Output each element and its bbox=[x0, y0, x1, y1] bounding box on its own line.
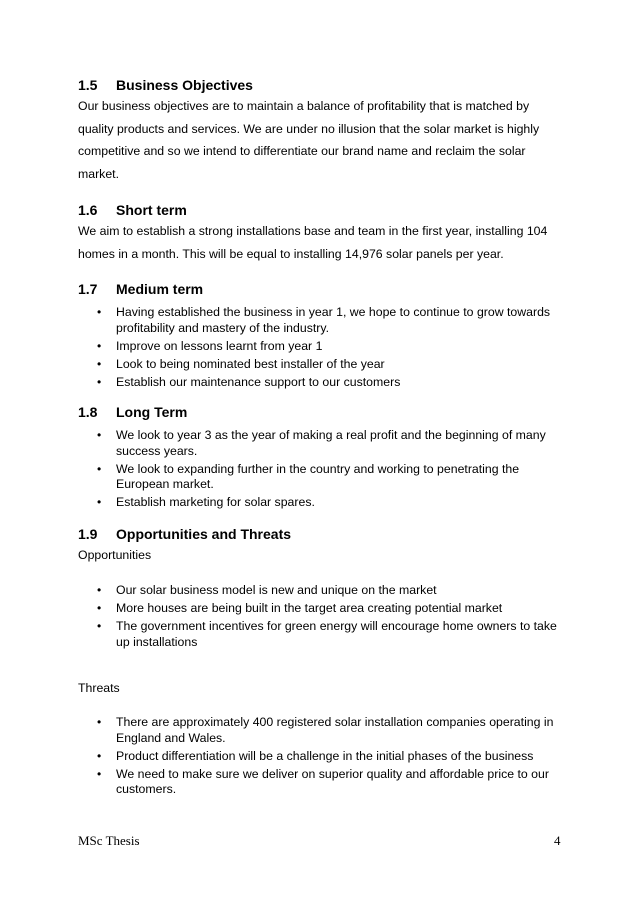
list-item bbox=[78, 767, 558, 798]
section-title: Long Term bbox=[116, 404, 188, 420]
list-item bbox=[78, 715, 558, 746]
list-item bbox=[78, 619, 558, 650]
bullet-icon: • bbox=[97, 461, 102, 476]
bullet-icon: • bbox=[97, 374, 102, 389]
list-item bbox=[78, 601, 558, 617]
bullet-icon: • bbox=[97, 338, 102, 353]
section-heading-opportunities-threats bbox=[78, 526, 291, 542]
list-item-text: Look to being nominated best installer of the year bbox=[116, 356, 385, 371]
page-number: 4 bbox=[554, 833, 561, 848]
section-heading-long-term bbox=[78, 404, 187, 420]
bullet-icon: • bbox=[97, 748, 102, 763]
list-item bbox=[78, 375, 558, 391]
section-number: 1.8 bbox=[78, 404, 98, 420]
bullet-icon: • bbox=[97, 583, 102, 597]
list-item-text: We look to year 3 as the year of making a real profit and the beginning of many success years. bbox=[116, 428, 546, 458]
long-term-list bbox=[78, 428, 558, 513]
list-item-text: Our solar business model is new and unique on the market bbox=[116, 583, 437, 597]
section-number: 1.7 bbox=[78, 281, 98, 297]
opportunities-list bbox=[78, 583, 558, 653]
section-title: Medium term bbox=[116, 281, 204, 297]
list-item bbox=[78, 749, 558, 765]
bullet-icon: • bbox=[97, 766, 102, 781]
list-item-text: More houses are being built in the target area creating potential market bbox=[116, 601, 503, 615]
list-item-text: Product differentiation will be a challenge in the initial phases of the business bbox=[116, 748, 534, 763]
list-item-text: Establish marketing for solar spares. bbox=[116, 495, 315, 509]
section-heading-medium-term bbox=[78, 281, 203, 297]
bullet-icon: • bbox=[97, 356, 102, 371]
section-number: 1.6 bbox=[78, 202, 98, 218]
opportunities-label: Opportunities bbox=[78, 548, 152, 562]
section-title: Opportunities and Threats bbox=[116, 526, 292, 542]
list-item-text: The government incentives for green energy will encourage home owners to take up installations bbox=[116, 619, 557, 649]
list-item bbox=[78, 339, 558, 355]
bullet-icon: • bbox=[97, 495, 102, 509]
section-number: 1.9 bbox=[78, 526, 98, 542]
list-item-text: Improve on lessons learnt from year 1 bbox=[116, 338, 323, 353]
bullet-icon: • bbox=[97, 428, 102, 442]
business-objectives-paragraph: Our business objectives are to maintain a balance of profitability that is matched by quality products and services. We are under no illusion that the solar market is highly competitive and so we intend to differentiate our brand name and reclaim the solar market. bbox=[78, 99, 540, 181]
section-heading-business-objectives bbox=[78, 77, 253, 93]
list-item-text: Establish our maintenance support to our customers bbox=[116, 374, 401, 389]
threats-label: Threats bbox=[78, 681, 120, 695]
bullet-icon: • bbox=[97, 619, 102, 633]
medium-term-list bbox=[78, 305, 558, 393]
list-item-text: Having established the business in year 1, we hope to continue to grow towards profitability and mastery of the industry. bbox=[116, 305, 551, 335]
section-title: Short term bbox=[116, 202, 187, 218]
list-item bbox=[78, 305, 558, 336]
section-title: Business Objectives bbox=[116, 77, 253, 93]
footer-label: MSc Thesis bbox=[78, 833, 140, 848]
list-item-text: We look to expanding further in the country and working to penetrating the European market. bbox=[116, 461, 520, 491]
list-item bbox=[78, 357, 558, 373]
list-item bbox=[78, 495, 558, 511]
bullet-icon: • bbox=[97, 601, 102, 615]
bullet-icon: • bbox=[97, 715, 102, 729]
list-item bbox=[78, 583, 558, 599]
threats-list bbox=[78, 715, 558, 800]
section-heading-short-term bbox=[78, 202, 187, 218]
section-number: 1.5 bbox=[78, 77, 98, 93]
short-term-paragraph: We aim to establish a strong installations base and team in the first year, installing 104 homes in a month. This will be equal to installing 14,976 solar panels per year. bbox=[78, 224, 548, 261]
bullet-icon: • bbox=[97, 305, 102, 319]
list-item bbox=[78, 462, 558, 493]
list-item-text: There are approximately 400 registered solar installation companies operating in England and Wales. bbox=[116, 715, 554, 745]
list-item bbox=[78, 428, 558, 459]
list-item-text: We need to make sure we deliver on superior quality and affordable price to our customers. bbox=[116, 766, 549, 796]
